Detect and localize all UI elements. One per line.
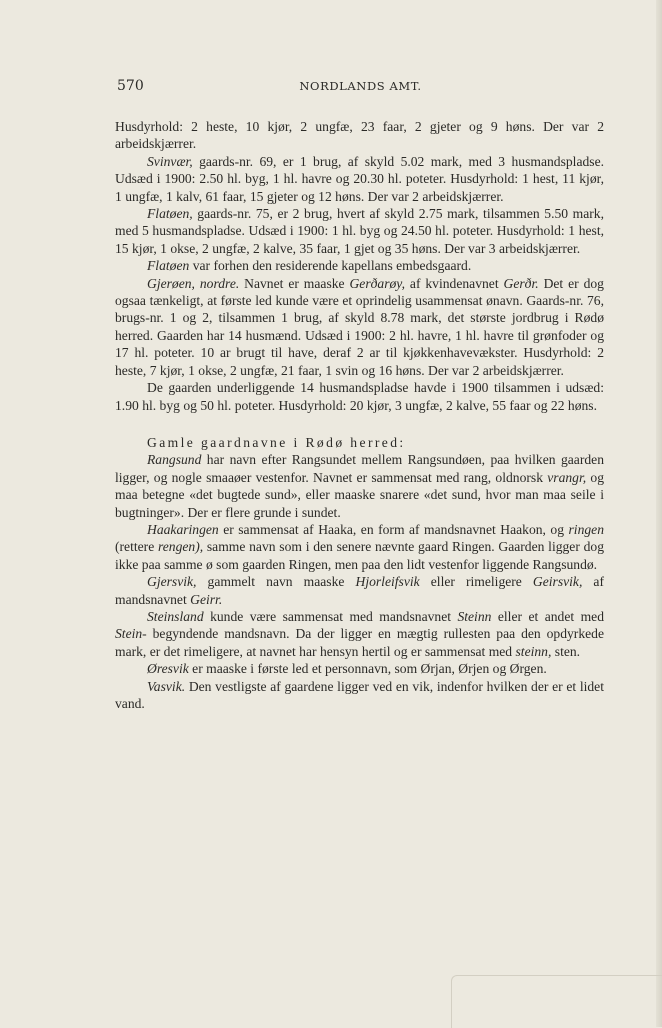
text-run: samme navn som i den senere nævnte gaard Ringen. Gaarden ligger dog ikke paa samme ø som gaarden Ringen, men paa den lidt vestenfor liggende Rangsundø. [115,539,605,572]
paragraph-p3 [115,257,604,274]
text-run: kunde være sammensat med mandsnavnet [203,608,458,624]
italic-term: Stein- [115,626,147,642]
italic-term: steinn, [515,643,552,659]
text-run: sten. [551,643,581,659]
text-run: De gaarden underliggende 14 husmandspladse havde i 1900 tilsammen i udsæd: 1.90 hl. byg og 50 hl. poteter. Husdyrhold: 20 kjør, 3 ungfæ, 2 kalve, 55 faar og 22 høns. [115,380,604,413]
italic-term: rengen), [157,539,204,555]
body-text [115,118,604,712]
page-number: 570 [117,78,144,94]
paragraph-p9 [115,573,604,608]
text-run: Den vestligste af gaardene ligger ved en vik, indenfor hvilken der er et lidet vand. [115,678,604,711]
text-run: Husdyrhold: 2 heste, 10 kjør, 2 ungfæ, 23 faar, 2 gjeter og 9 høns. Der var 2 arbeidskjærrer. [115,119,604,152]
italic-term: Gerðr. [503,275,539,291]
text-run: gammelt navn maaske [196,574,356,590]
italic-term: Svinvær, [147,153,193,169]
text-run: af mandsnavnet [115,574,604,607]
italic-term: Øresvik [147,661,189,677]
paragraph-p10 [115,608,604,660]
italic-term: Geirr. [190,591,223,607]
text-run: var forhen den residerende kapellans embedsgaard. [189,258,472,274]
italic-term: Gerðarøy, [349,275,405,291]
paragraph-p11 [115,660,604,677]
italic-term: Haakaringen [147,521,219,537]
paragraph-p12 [115,678,604,713]
text-run: begyndende mandsnavn. Da der ligger en mægtig rullesten paa den opdyrkede mark, er det rimeligere, at navnet har hensyn hertil og er sammensat med [115,626,604,659]
text-run: eller rimeligere [419,574,533,590]
paragraph-p0 [115,118,604,153]
page-header [117,78,604,98]
italic-term: ringen [568,521,604,537]
text-run: eller et andet med [491,608,604,624]
text-run: og maa betegne «det bugtede sund», eller maaske snarere «det sund, hvor man maa seile i bugtninger». Der er flere grunde i sundet. [115,469,604,520]
text-run: af kvindenavnet [405,275,504,291]
paragraph-p1 [115,153,604,205]
page-edge [656,0,662,1027]
text-run: gaards-nr. 69, er 1 brug, af skyld 5.02 mark, med 3 husmandspladse. Udsæd i 1900: 2.50 hl. byg, 1 hl. havre og 20.30 hl. poteter. Husdyrhold: 1 hest, 11 kjør, 1 ungfæ, 1 kalv, 61 faar, 15 gjeter og 12 høns. Der var 2 arbeidskjærrer. [115,153,604,204]
section-gap [115,414,604,434]
italic-term: Hjorleifsvik [355,574,420,590]
paragraph-p2 [115,205,604,257]
text-run: er sammensat af Haaka, en form af mandsnavnet Haakon, og [218,521,569,537]
paragraph-p5 [115,379,604,414]
text-run: er maaske i første led et personnavn, som Ørjan, Ørjen og Ørgen. [188,661,547,677]
italic-term: Flatøen [147,258,190,274]
text-run: Det er dog ogsaa tænkeligt, at første led kunde være et oprindelig usammensat ønavn. Gaards-nr. 76, brugs-nr. 1 og 2, tilsammen 1 brug, af skyld 8.78 mark, det største jordbrug i Rødø herred. Gaarden har 14 husmænd. Udsæd i 1900: 2 hl. havre, 1 hl. havre til grønfoder og 17 hl. poteter. 10 ar brugt til have, deraf 2 ar til kjøkkenhavevækster. Husdyrhold: 2 heste, 7 kjør, 1 okse, 2 ungfæ, 21 faar, 1 svin og 16 høns. Der var 2 arbeidskjærrer. [115,275,604,378]
italic-term: Rangsund [147,452,202,468]
italic-term: Steinn [457,608,492,624]
paragraph-p8 [115,521,604,573]
italic-term: Gjerøen, nordre. [147,275,240,291]
italic-term: Vasvik. [147,678,186,694]
text-run: Navnet er maaske [239,275,350,291]
page-corner-mark [451,975,662,1028]
text-run: (rettere [115,539,158,555]
paragraph-p4 [115,275,604,379]
text-run: har navn efter Rangsundet mellem Rangsundøen, paa hvilken gaarden ligger, og nogle smaaøer vestenfor. Navnet er sammensat med rang, oldnorsk [115,452,604,485]
paragraph-p7 [115,451,604,521]
text-run: gaards-nr. 75, er 2 brug, hvert af skyld 2.75 mark, tilsammen 5.50 mark, med 5 husmandspladse. Udsæd i 1900: 1 hl. byg og 24.50 hl. poteter. Husdyrhold: 1 hest, 15 kjør, 1 okse, 2 ungfæ, 2 kalve, 35 faar, 1 gjet og 35 høns. Der var 3 arbeidskjærrer. [115,206,604,256]
spaced-heading: Gamle gaardnavne i Rødø herred: [147,434,406,450]
italic-term: Gjersvik, [147,574,197,590]
running-title: NORDLANDS AMT. [299,79,422,93]
italic-term: Flatøen, [147,206,193,222]
italic-term: Steinsland [147,608,204,624]
paragraph-p6 [115,434,604,451]
italic-term: Geirsvik, [532,574,583,590]
italic-term: vrangr, [547,469,587,485]
